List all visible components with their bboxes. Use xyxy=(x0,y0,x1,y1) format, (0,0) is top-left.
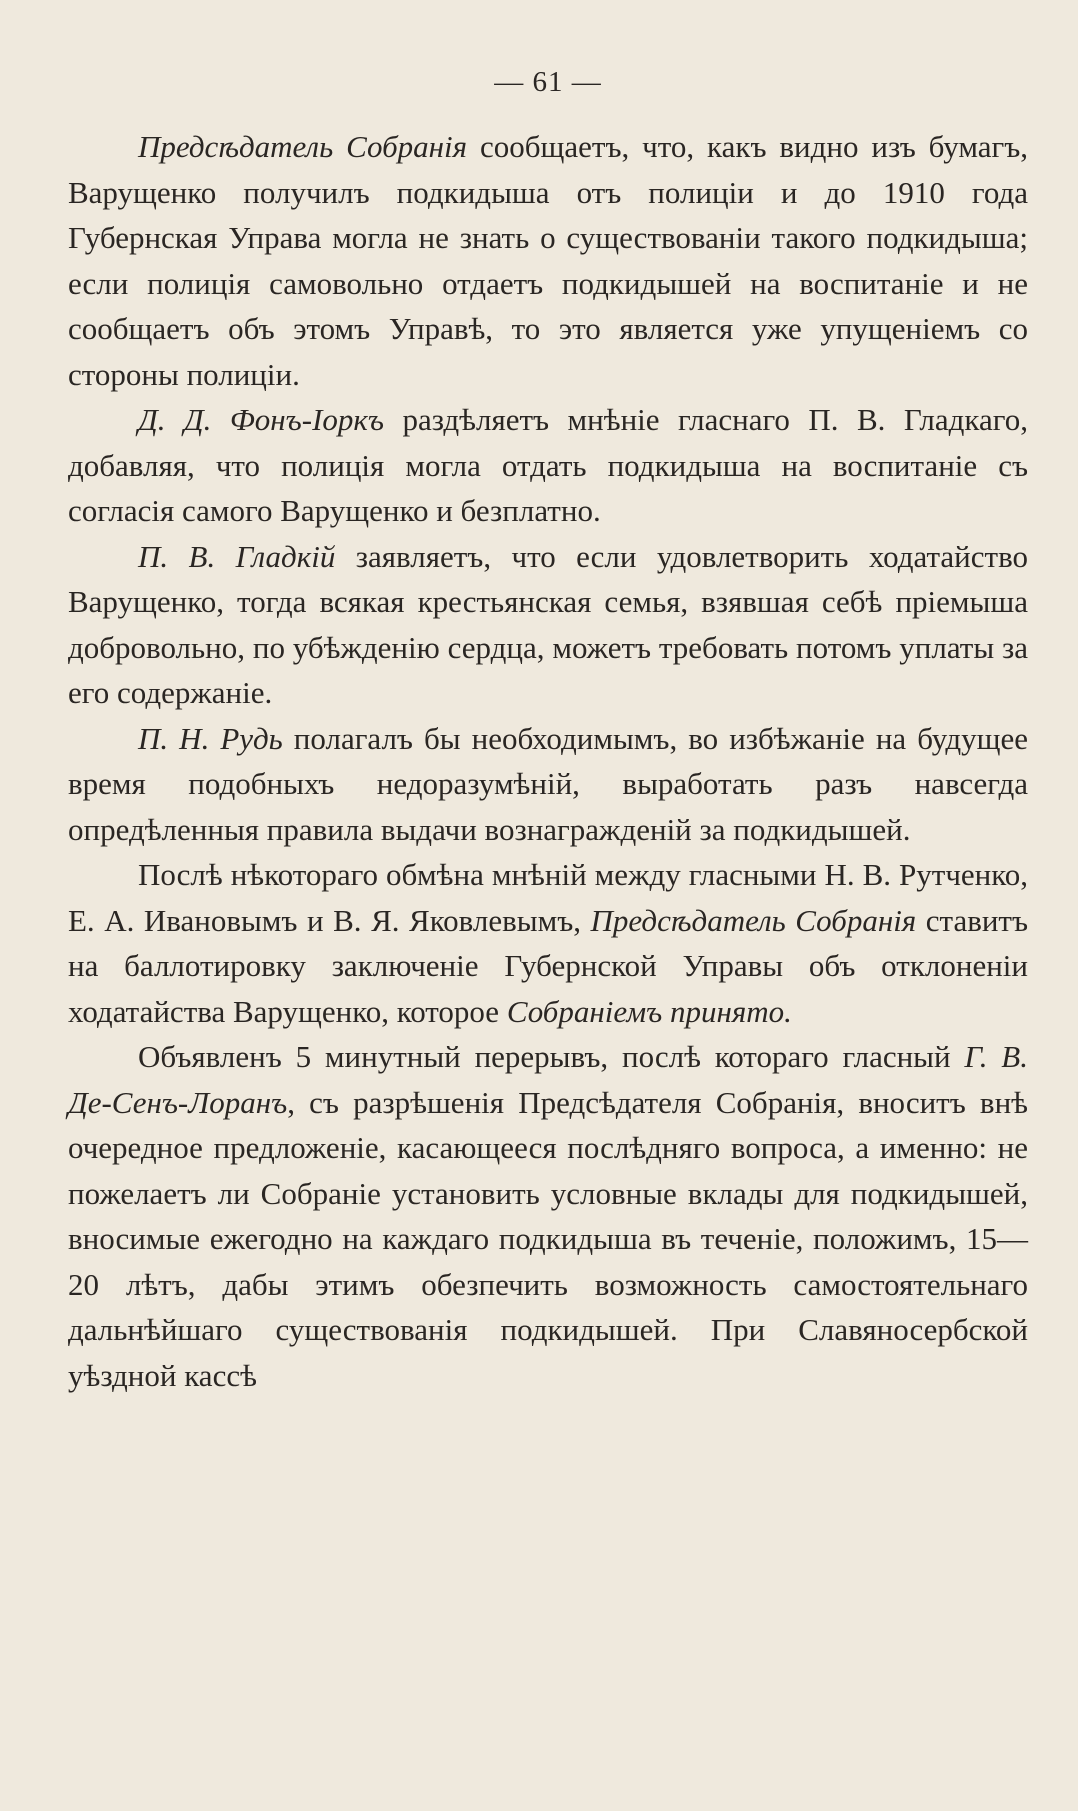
italic-name-run: Г. В. Де-Сенъ-Лоранъ xyxy=(68,1039,1028,1120)
text-run: сообщаетъ, что, какъ видно изъ бумагъ, Варущенко получилъ подкидыша отъ полиціи и до 1910 года Губернская Управа могла не знать о существованіи такого подкидыша; если полиція самовольно отдаетъ подкидышей на воспитаніе и не сообщаетъ объ этомъ Управѣ, то это является уже упущеніемъ со стороны полиціи. xyxy=(68,129,1028,392)
text-run: заявляетъ, что если удовлетворить ходатайство Варущенко, тогда всякая крестьянская семья, взявшая себѣ пріемыша добровольно, по убѣжденію сердца, можетъ требовать потомъ уплаты за его содержаніе. xyxy=(68,538,1029,710)
paragraph xyxy=(68,534,1028,716)
paragraph xyxy=(68,716,1028,853)
body-text xyxy=(68,124,1028,1398)
text-run: раздѣляетъ мнѣніе гласнаго П. В. Гладкаго, добавляя, что полиція могла отдать подкидыша на воспитаніе съ согласія самого Варущенко и безплатно. xyxy=(68,402,1028,528)
paragraph xyxy=(68,852,1028,1034)
italic-name-run: Предсѣдатель Собранія xyxy=(138,129,468,164)
paragraph xyxy=(68,397,1028,534)
text-run: Объявленъ 5 минутный перерывъ, послѣ котораго гласный xyxy=(138,1039,965,1074)
italic-name-run: Предсѣдатель Собранія xyxy=(590,902,917,938)
italic-name-run: Собраніемъ принято. xyxy=(506,993,792,1029)
text-run: полагалъ бы необходимымъ, во избѣжаніе на будущее время подобныхъ недоразумѣній, выработать разъ навсегда опредѣленныя правила выдачи вознагражденій за подкидышей. xyxy=(68,720,1029,847)
text-run: Послѣ нѣкотораго обмѣна мнѣній между гласными Н. В. Рутченко, Е. А. Ивановымъ и В. Я. Яковлевымъ, xyxy=(68,857,1028,938)
italic-name-run: П. Н. Рудь xyxy=(138,720,283,756)
italic-name-run: Д. Д. Фонъ-Іоркъ xyxy=(138,402,384,437)
text-run: ставитъ на баллотировку заключеніе Губернской Управы объ отклоненіи ходатайства Варущенко, которое xyxy=(68,902,1029,1029)
italic-name-run: П. В. Гладкій xyxy=(138,538,336,574)
paragraph xyxy=(68,124,1028,397)
page-number: — 61 — xyxy=(494,66,602,98)
text-run: , съ разрѣшенія Предсѣдателя Собранія, вноситъ внѣ очередное предложеніе, касающееся послѣдняго вопроса, а именно: не пожелаетъ ли Собраніе установить условные вклады для подкидышей, вносимые ежегодно на каждаго подкидыша въ теченіе, положимъ, 15—20 лѣтъ, дабы этимъ обезпечить возможность самостоятельнаго дальнѣйшаго существованія подкидышей. При Славяносербской уѣздной кассѣ xyxy=(68,1084,1028,1393)
paragraph xyxy=(68,1034,1028,1398)
